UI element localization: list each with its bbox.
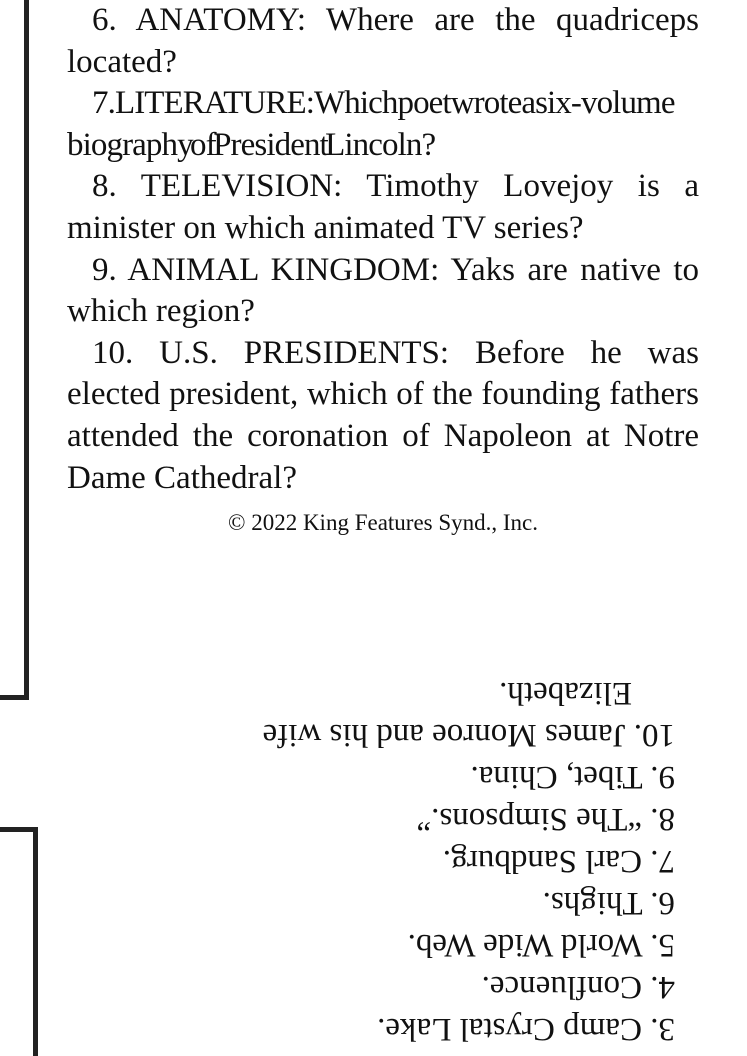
- question-6: 6. ANATOMY: Where are the quadriceps located?: [67, 2, 699, 80]
- answer-8: 8. “The Simpsons.”: [416, 801, 675, 837]
- answer-4: 4. Confluence.: [481, 969, 675, 1005]
- answer-6: 6. Thighs.: [542, 885, 675, 921]
- answer-10-continued: Elizabeth.: [499, 675, 632, 711]
- trivia-questions: [67, 0, 699, 499]
- answer-7: 7. Carl Sandburg.: [442, 843, 675, 879]
- copyright-notice: © 2022 King Features Synd., Inc.: [227, 510, 539, 535]
- box-border-top-vertical: [24, 0, 29, 700]
- question-10: 10. U.S. PRESIDENTS: Before he was elected president, which of the founding fathers attended the coronation of Napoleon at Notre Dame Cathedral?: [67, 334, 699, 496]
- upside-down-answers: [0, 675, 747, 1056]
- answer-9: 9. Tibet, China.: [470, 759, 675, 795]
- answer-5: 5. World Wide Web.: [407, 927, 675, 963]
- question-8: 8. TELEVISION: Timothy Lovejoy is a minister on which animated TV series?: [67, 168, 699, 246]
- question-9: 9. ANIMAL KINGDOM: Yaks are native to which region?: [67, 251, 699, 330]
- answer-3: 3. Camp Crystal Lake.: [377, 1011, 675, 1047]
- question-7: 7.LITERATURE:Whichpoetwroteasix-volume biography of President Lincoln?: [67, 85, 675, 163]
- answer-10: 10. James Monroe and his wife: [262, 717, 675, 753]
